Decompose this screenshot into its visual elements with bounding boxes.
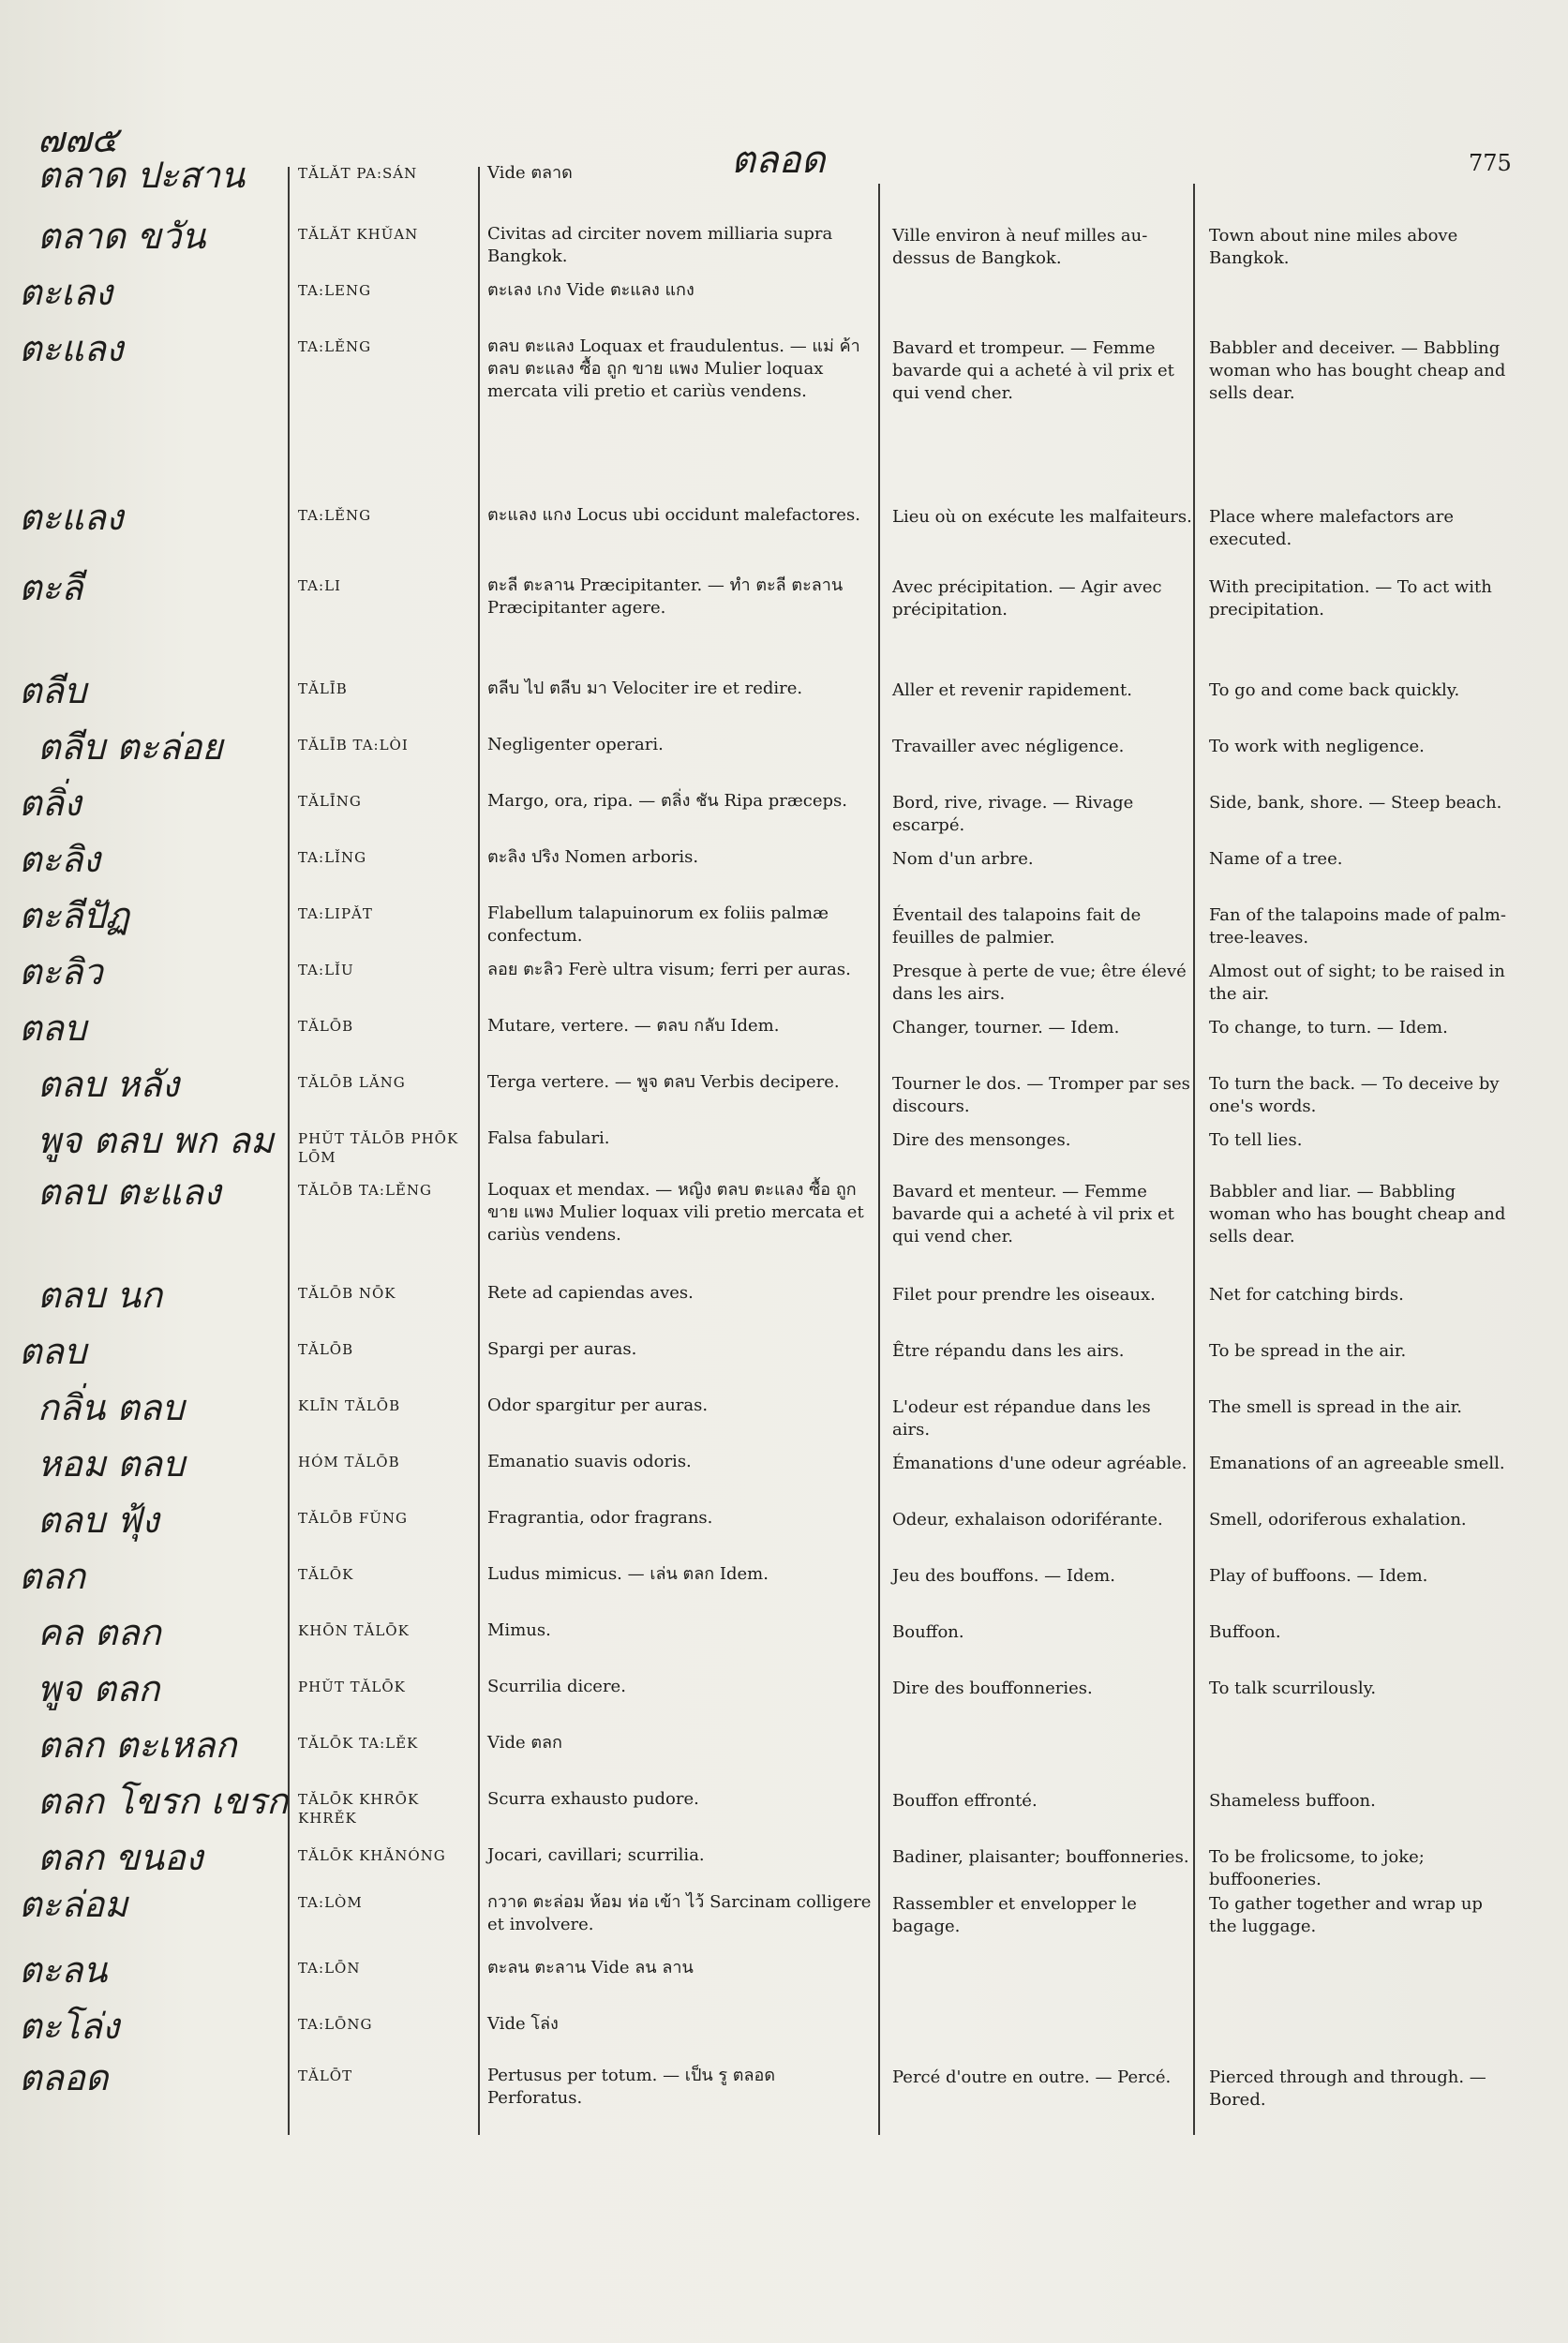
english-definition: Buffoon. xyxy=(1209,1622,1281,1642)
transliteration: TǍLŌB LǍNG xyxy=(298,1074,406,1091)
thai-headword: ตะโล่ง xyxy=(19,2006,120,2047)
french-definition: Tourner le dos. — Tromper par ses discours. xyxy=(892,1074,1190,1116)
transliteration: TA:LŌN xyxy=(298,1960,361,1977)
english-definition: To be spread in the air. xyxy=(1209,1341,1407,1361)
french-definition: Éventail des talapoins fait de feuilles de palmier. xyxy=(892,905,1142,948)
thai-headword: ตะลน xyxy=(19,1949,108,1991)
thai-headword: ตะลี xyxy=(19,567,83,608)
thai-headword: ตลบ xyxy=(19,1331,87,1372)
english-definition: Name of a tree. xyxy=(1209,849,1343,869)
transliteration: KLĪN TǍLŌB xyxy=(298,1397,401,1414)
transliteration: TA:LĚNG xyxy=(298,338,372,355)
english-definition: To turn the back. — To deceive by one's words. xyxy=(1209,1074,1500,1116)
thai-headword: ตลบ นก xyxy=(37,1275,163,1316)
english-definition: Babbler and deceiver. — Babbling woman who has bought cheap and sells dear. xyxy=(1209,338,1506,403)
french-definition: Changer, tourner. — Idem. xyxy=(892,1018,1120,1037)
latin-definition: Spargi per auras. xyxy=(487,1339,637,1359)
english-definition: Net for catching birds. xyxy=(1209,1285,1404,1305)
transliteration: TǍLǍT KHǓAN xyxy=(298,226,419,243)
thai-headword: ตะลิง xyxy=(19,839,100,880)
latin-definition: Fragrantia, odor fragrans. xyxy=(487,1508,713,1528)
latin-definition: ตะแลง แกง Locus ubi occidunt malefactores. xyxy=(487,505,860,525)
latin-definition: Falsa fabulari. xyxy=(487,1128,610,1148)
thai-headword: พูจ ตลบ พก ลม xyxy=(37,1120,275,1161)
french-definition: L'odeur est répandue dans les airs. xyxy=(892,1397,1151,1440)
latin-definition: กวาด ตะล่อม ห้อม ห่อ เข้า ไว้ Sarcinam colligere et involvere. xyxy=(487,1892,872,1934)
thai-headword: ตะล่อม xyxy=(19,1884,128,1925)
french-definition: Dire des mensonges. xyxy=(892,1130,1071,1150)
thai-headword: ตลก ขนอง xyxy=(37,1837,203,1878)
thai-headword: หอม ตลบ xyxy=(37,1443,186,1485)
latin-definition: Vide ตลก xyxy=(487,1733,562,1753)
thai-headword: ตะแลง xyxy=(19,497,124,538)
french-definition: Travailler avec négligence. xyxy=(892,737,1125,756)
transliteration: TA:LǏU xyxy=(298,962,354,978)
transliteration: PHǓT TǍLŌB PHŌK LŌM xyxy=(298,1130,459,1166)
latin-definition: ตะลน ตะลาน Vide ลน ลาน xyxy=(487,1958,694,1977)
french-definition: Émanations d'une odeur agréable. xyxy=(892,1454,1187,1473)
thai-headword: ตลบ ฟุ้ง xyxy=(37,1500,159,1541)
english-definition: To talk scurrilously. xyxy=(1209,1679,1377,1698)
transliteration: TǍLǍT PA:SÁN xyxy=(298,165,418,182)
english-definition: Side, bank, shore. — Steep beach. xyxy=(1209,793,1502,813)
latin-definition: Negligenter operari. xyxy=(487,735,664,754)
thai-headword: ตลิ่ง xyxy=(19,783,82,824)
latin-definition: Margo, ora, ripa. — ตลิ่ง ชัน Ripa præceps. xyxy=(487,791,847,811)
latin-definition: Flabellum talapuinorum ex foliis palmæ confectum. xyxy=(487,903,829,946)
latin-definition: Jocari, cavillari; scurrilia. xyxy=(487,1845,705,1865)
latin-definition: Odor spargitur per auras. xyxy=(487,1395,709,1415)
transliteration: TǍLŌB FǓNG xyxy=(298,1510,409,1527)
transliteration: TA:LÒM xyxy=(298,1894,363,1911)
thai-headword: ตลาด ปะสาน xyxy=(37,155,246,196)
latin-definition: Scurrilia dicere. xyxy=(487,1677,626,1696)
transliteration: TǍLĪNG xyxy=(298,793,362,810)
english-definition: The smell is spread in the air. xyxy=(1209,1397,1462,1417)
french-definition: Ville environ à neuf milles au-dessus de Bangkok. xyxy=(892,226,1148,268)
english-definition: Pierced through and through. — Bored. xyxy=(1209,2067,1486,2110)
french-definition: Badiner, plaisanter; bouffonneries. xyxy=(892,1847,1189,1867)
column-rule xyxy=(878,184,880,2135)
english-definition: Town about nine miles above Bangkok. xyxy=(1209,226,1458,268)
latin-definition: Civitas ad circiter novem milliaria supra Bangkok. xyxy=(487,224,833,266)
running-headword: ตลอด xyxy=(731,139,826,182)
transliteration: PHǓT TǍLŌK xyxy=(298,1679,406,1695)
transliteration: TA:LǏNG xyxy=(298,849,367,866)
latin-definition: Emanatio suavis odoris. xyxy=(487,1452,692,1471)
french-definition: Presque à perte de vue; être élevé dans les airs. xyxy=(892,962,1187,1004)
english-definition: Shameless buffoon. xyxy=(1209,1791,1376,1811)
thai-headword: คล ตลก xyxy=(37,1612,161,1653)
english-definition: To work with negligence. xyxy=(1209,737,1425,756)
english-definition: To go and come back quickly. xyxy=(1209,680,1460,700)
english-definition: To be frolicsome, to joke; buffooneries. xyxy=(1209,1847,1425,1889)
french-definition: Lieu où on exécute les malfaiteurs. xyxy=(892,507,1192,527)
french-definition: Rassembler et envelopper le bagage. xyxy=(892,1894,1137,1936)
french-definition: Dire des bouffonneries. xyxy=(892,1679,1093,1698)
transliteration: TǍLŌK xyxy=(298,1566,354,1583)
transliteration: TA:LI xyxy=(298,577,341,594)
english-definition: Fan of the talapoins made of palm-tree-leaves. xyxy=(1209,905,1506,948)
french-definition: Bouffon. xyxy=(892,1622,964,1642)
latin-definition: Terga vertere. — พูจ ตลบ Verbis decipere. xyxy=(487,1072,840,1092)
english-definition: Emanations of an agreeable smell. xyxy=(1209,1454,1505,1473)
english-definition: To gather together and wrap up the luggage. xyxy=(1209,1894,1483,1936)
column-rule xyxy=(478,167,480,2135)
french-definition: Aller et revenir rapidement. xyxy=(892,680,1132,700)
thai-page-number: ๗๗๕ xyxy=(37,119,118,160)
thai-headword: ตลอด xyxy=(19,2057,109,2098)
transliteration: TǍLŌT xyxy=(298,2067,353,2084)
english-definition: Play of buffoons. — Idem. xyxy=(1209,1566,1428,1586)
latin-definition: ตลีบ ไป ตลีบ มา Velociter ire et redire. xyxy=(487,679,803,698)
thai-headword: ตลก xyxy=(19,1556,85,1597)
latin-definition: ตะลิง ปริง Nomen arboris. xyxy=(487,847,699,867)
latin-definition: ตะลี ตะลาน Præcipitanter. — ทำ ตะลี ตะลาน Præcipitanter agere. xyxy=(487,575,844,618)
transliteration: TǍLŌB NŌK xyxy=(298,1285,396,1302)
transliteration: TǍLŌB xyxy=(298,1018,354,1035)
english-definition: Babbler and liar. — Babbling woman who has bought cheap and sells dear. xyxy=(1209,1182,1506,1246)
transliteration: TA:LENG xyxy=(298,282,372,299)
french-definition: Jeu des bouffons. — Idem. xyxy=(892,1566,1115,1586)
english-definition: To change, to turn. — Idem. xyxy=(1209,1018,1448,1037)
english-definition: With precipitation. — To act with precipitation. xyxy=(1209,577,1492,619)
english-definition: Place where malefactors are executed. xyxy=(1209,507,1454,549)
french-definition: Nom d'un arbre. xyxy=(892,849,1034,869)
transliteration: TǍLĪB TA:LÒI xyxy=(298,737,409,754)
thai-headword: ตลก ตะเหลก xyxy=(37,1724,237,1766)
thai-headword: ตลีบ xyxy=(19,670,87,711)
thai-headword: ตะแลง xyxy=(19,328,124,369)
thai-headword: ตลก โขรก เขรก xyxy=(37,1781,289,1822)
transliteration: TA:LIPǍT xyxy=(298,905,373,922)
french-definition: Percé d'outre en outre. — Percé. xyxy=(892,2067,1172,2087)
english-definition: Almost out of sight; to be raised in the air. xyxy=(1209,962,1505,1004)
french-definition: Odeur, exhalaison odoriférante. xyxy=(892,1510,1163,1530)
latin-definition: ตลบ ตะแลง Loquax et fraudulentus. — แม่ ค้า ตลบ ตะแลง ซื้อ ถูก ขาย แพง Mulier loquax mercata vili pretio et cariùs vendens. xyxy=(487,336,860,401)
thai-headword: พูจ ตลก xyxy=(37,1668,160,1709)
latin-definition: Ludus mimicus. — เล่น ตลก Idem. xyxy=(487,1564,769,1584)
latin-definition: Pertusus per totum. — เป็น รู ตลอด Perforatus. xyxy=(487,2066,776,2108)
french-definition: Bord, rive, rivage. — Rivage escarpé. xyxy=(892,793,1134,835)
latin-definition: Loquax et mendax. — หญิง ตลบ ตะแลง ซื้อ ถูก ขาย แพง Mulier loquax vili pretio mercata et cariùs vendens. xyxy=(487,1180,864,1245)
thai-headword: ตลาด ขวัน xyxy=(37,216,206,257)
thai-headword: ตลบ ตะแลง xyxy=(37,1172,221,1213)
thai-headword: ตะเลง xyxy=(19,272,112,313)
thai-headword: ตะลิว xyxy=(19,951,103,992)
french-definition: Filet pour prendre les oiseaux. xyxy=(892,1285,1156,1305)
transliteration: TǍLŌK TA:LĚK xyxy=(298,1735,419,1752)
transliteration: TǍLĪB xyxy=(298,680,348,697)
french-definition: Bouffon effronté. xyxy=(892,1791,1038,1811)
latin-definition: Mimus. xyxy=(487,1620,551,1640)
transliteration: TǍLŌB xyxy=(298,1341,354,1358)
latin-definition: Vide โล่ง xyxy=(487,2014,559,2034)
transliteration: TǍLŌK KHǍNÓNG xyxy=(298,1847,446,1864)
french-definition: Avec précipitation. — Agir avec précipitation. xyxy=(892,577,1162,619)
thai-headword: ตลีบ ตะล่อย xyxy=(37,726,223,768)
latin-definition: Rete ad capiendas aves. xyxy=(487,1283,694,1303)
english-definition: Smell, odoriferous exhalation. xyxy=(1209,1510,1467,1530)
transliteration: TA:LĚNG xyxy=(298,507,372,524)
french-definition: Bavard et trompeur. — Femme bavarde qui a acheté à vil prix et qui vend cher. xyxy=(892,338,1174,403)
transliteration: TǍLŌK KHRŌK KHRĚK xyxy=(298,1791,420,1827)
thai-headword: ตลบ xyxy=(19,1007,87,1049)
latin-definition: Vide ตลาด xyxy=(487,163,573,183)
latin-definition: ลอย ตะลิว Ferè ultra visum; ferri per auras. xyxy=(487,960,851,979)
english-definition: To tell lies. xyxy=(1209,1130,1303,1150)
transliteration: KHŌN TǍLŌK xyxy=(298,1622,410,1639)
transliteration: HÓM TǍLŌB xyxy=(298,1454,400,1470)
thai-headword: ตลบ หลัง xyxy=(37,1064,180,1105)
column-rule xyxy=(1193,184,1195,2135)
latin-definition: Scurra exhausto pudore. xyxy=(487,1789,699,1809)
latin-definition: ตะเลง เกง Vide ตะแลง แกง xyxy=(487,280,694,300)
latin-definition: Mutare, vertere. — ตลบ กลับ Idem. xyxy=(487,1016,780,1036)
french-definition: Être répandu dans les airs. xyxy=(892,1341,1125,1361)
thai-headword: ตะลีปัฏ xyxy=(19,895,130,936)
transliteration: TǍLŌB TA:LĚNG xyxy=(298,1182,432,1199)
thai-headword: กลิ่น ตลบ xyxy=(37,1387,185,1428)
french-definition: Bavard et menteur. — Femme bavarde qui a acheté à vil prix et qui vend cher. xyxy=(892,1182,1174,1246)
page-number: 775 xyxy=(1469,150,1512,176)
transliteration: TA:LŌNG xyxy=(298,2016,373,2033)
